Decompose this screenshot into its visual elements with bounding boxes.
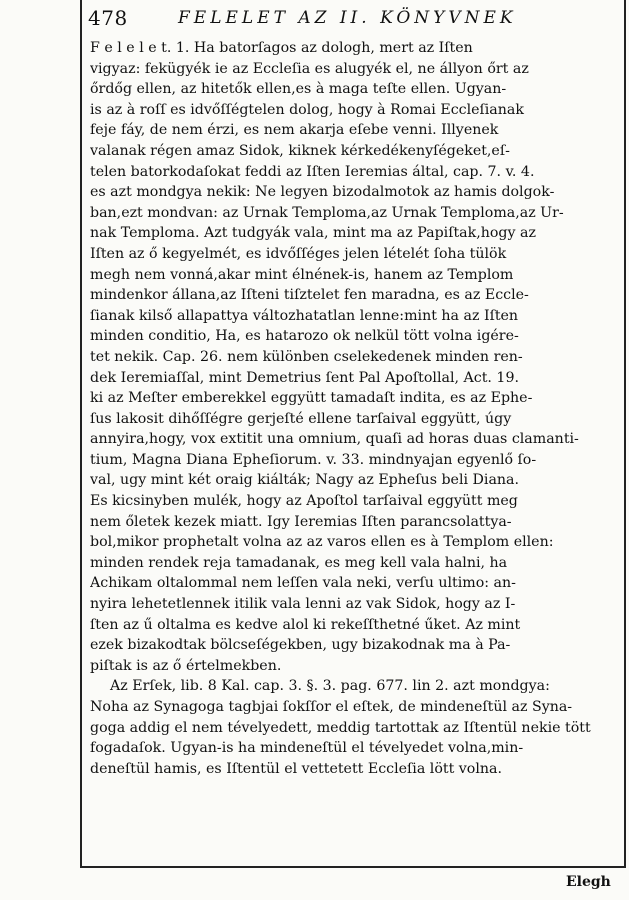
text-line: nyira lehetetlennek itilik vala lenni az vak Sidok, hogy az I- bbox=[90, 596, 516, 613]
text-line: tium, Magna Diana Epheſiorum. v. 33. mindnyajan egyenlő ſo- bbox=[90, 451, 537, 468]
text-line: nem őletek kezek miatt. Igy Ieremias Iſten parancsolattya- bbox=[90, 513, 512, 530]
text-line: minden conditio, Ha, es hatarozo ok nelkül tött volna igére- bbox=[90, 328, 519, 345]
text-line: megh nem vonná,akar mint élnének-is, hanem az Templom bbox=[90, 266, 514, 283]
text-line: deneſtül hamis, es Iſtentül el vettetett Eccleſia lött volna. bbox=[90, 760, 502, 777]
text-line: vigyaz: fekügyék ie az Eccleſia es alugyék el, ne állyon őrt az bbox=[90, 60, 529, 77]
text-line: ban,ezt mondvan: az Urnak Temploma,az Urnak Temploma,az Ur- bbox=[90, 204, 564, 221]
text-line: feje fáy, de nem érzi, es nem akarja eſebe venni. Illyenek bbox=[90, 122, 499, 139]
text-line: piſtak is az ő értelmekben. bbox=[90, 657, 282, 674]
page-border-bottom bbox=[80, 866, 626, 868]
catchword: Elegh bbox=[566, 874, 611, 890]
text-line: Achikam oltalommal nem leſſen vala neki, verſu ultimo: an- bbox=[90, 575, 516, 592]
text-line: Az Erſek, lib. 8 Kal. cap. 3. §. 3. pag. 677. lin 2. azt mondgya: bbox=[110, 678, 550, 695]
text-line: val, ugy mint két oraig kiálták; Nagy az Epheſus beli Diana. bbox=[90, 472, 520, 489]
body-text bbox=[90, 38, 620, 779]
text-line: goga addig el nem tévelyedett, meddig tartottak az Iſtentül nekie tött bbox=[90, 719, 591, 736]
text-line: Noha az Synagoga tagbjai ſokſſor el eſtek, de mindeneſtül az Syna- bbox=[90, 699, 573, 715]
page-number: 478 bbox=[88, 6, 128, 30]
text-line: ſten az ű oltalma es kedve alol ki rekeſſthetné űket. Az mint bbox=[90, 616, 521, 633]
page-border-left bbox=[80, 0, 82, 868]
text-line: bol,mikor prophetalt volna az az varos ellen es à Templom ellen: bbox=[90, 534, 554, 551]
text-line: Es kicsinyben mulék, hogy az Apoſtol tarſaival eggyütt meg bbox=[90, 493, 518, 510]
text-line: nak Temploma. Azt tudgyák vala, mint ma az Papiſtak,hogy az bbox=[90, 225, 536, 242]
text-line: Iſten az ő kegyelmét, es idvőſſéges jelen lételét ſoha tülök bbox=[90, 245, 507, 262]
running-head: FELELET AZ II. KÖNYVNEK bbox=[178, 8, 517, 28]
text-line: ezek bizakodtak bölcseſégekben, ugy bizakodnak ma à Pa- bbox=[90, 637, 511, 654]
page-border-right bbox=[624, 0, 626, 868]
text-line: is az à roſſ es idvőſſégtelen dolog, hogy à Romai Eccleſianak bbox=[90, 101, 524, 118]
text-line: tet nekik. Cap. 26. nem különben cselekedenek minden ren- bbox=[90, 348, 523, 365]
text-line: őrdőg ellen, az hitetők ellen,es à maga teſte ellen. Ugyan- bbox=[90, 81, 507, 98]
text-line: minden rendek reja tamadanak, es meg kell vala halni, ha bbox=[90, 554, 508, 571]
text-line: mindenkor állana,az Iſteni tiſztelet fen maradna, es az Eccle- bbox=[90, 287, 529, 304]
text-line: telen batorkodaſokat feddi az Iſten Ieremias által, cap. 7. v. 4. bbox=[90, 163, 535, 180]
text-line: F e l e l e t. 1. Ha batorſagos az dologh, mert az Iſten bbox=[90, 40, 473, 56]
text-line: ſianak kilső allapattya változhatatlan lenne:mint ha az Iſten bbox=[90, 307, 519, 324]
text-line: fogadaſok. Ugyan-is ha mindeneſtül el tévelyedet volna,min- bbox=[90, 740, 524, 757]
text-line: es azt mondgya nekik: Ne legyen bizodalmotok az hamis dolgok- bbox=[90, 184, 555, 201]
text-line: dek Ieremiaſſal, mint Demetrius ſent Pal Apoſtollal, Act. 19. bbox=[90, 369, 519, 386]
text-line: ki az Meſter emberekkel eggyütt tamadaſt indita, es az Ephe- bbox=[90, 390, 533, 407]
text-line: ſus lakosit dihőſſégre gerjeſté ellene tarſaival eggyütt, úgy bbox=[90, 410, 512, 427]
text-line: valanak régen amaz Sidok, kiknek kérkedékenyſégeket,eſ- bbox=[90, 142, 510, 159]
text-line: annyira,hogy, vox extitit una omnium, quaſi ad horas duas clamanti- bbox=[90, 431, 579, 448]
